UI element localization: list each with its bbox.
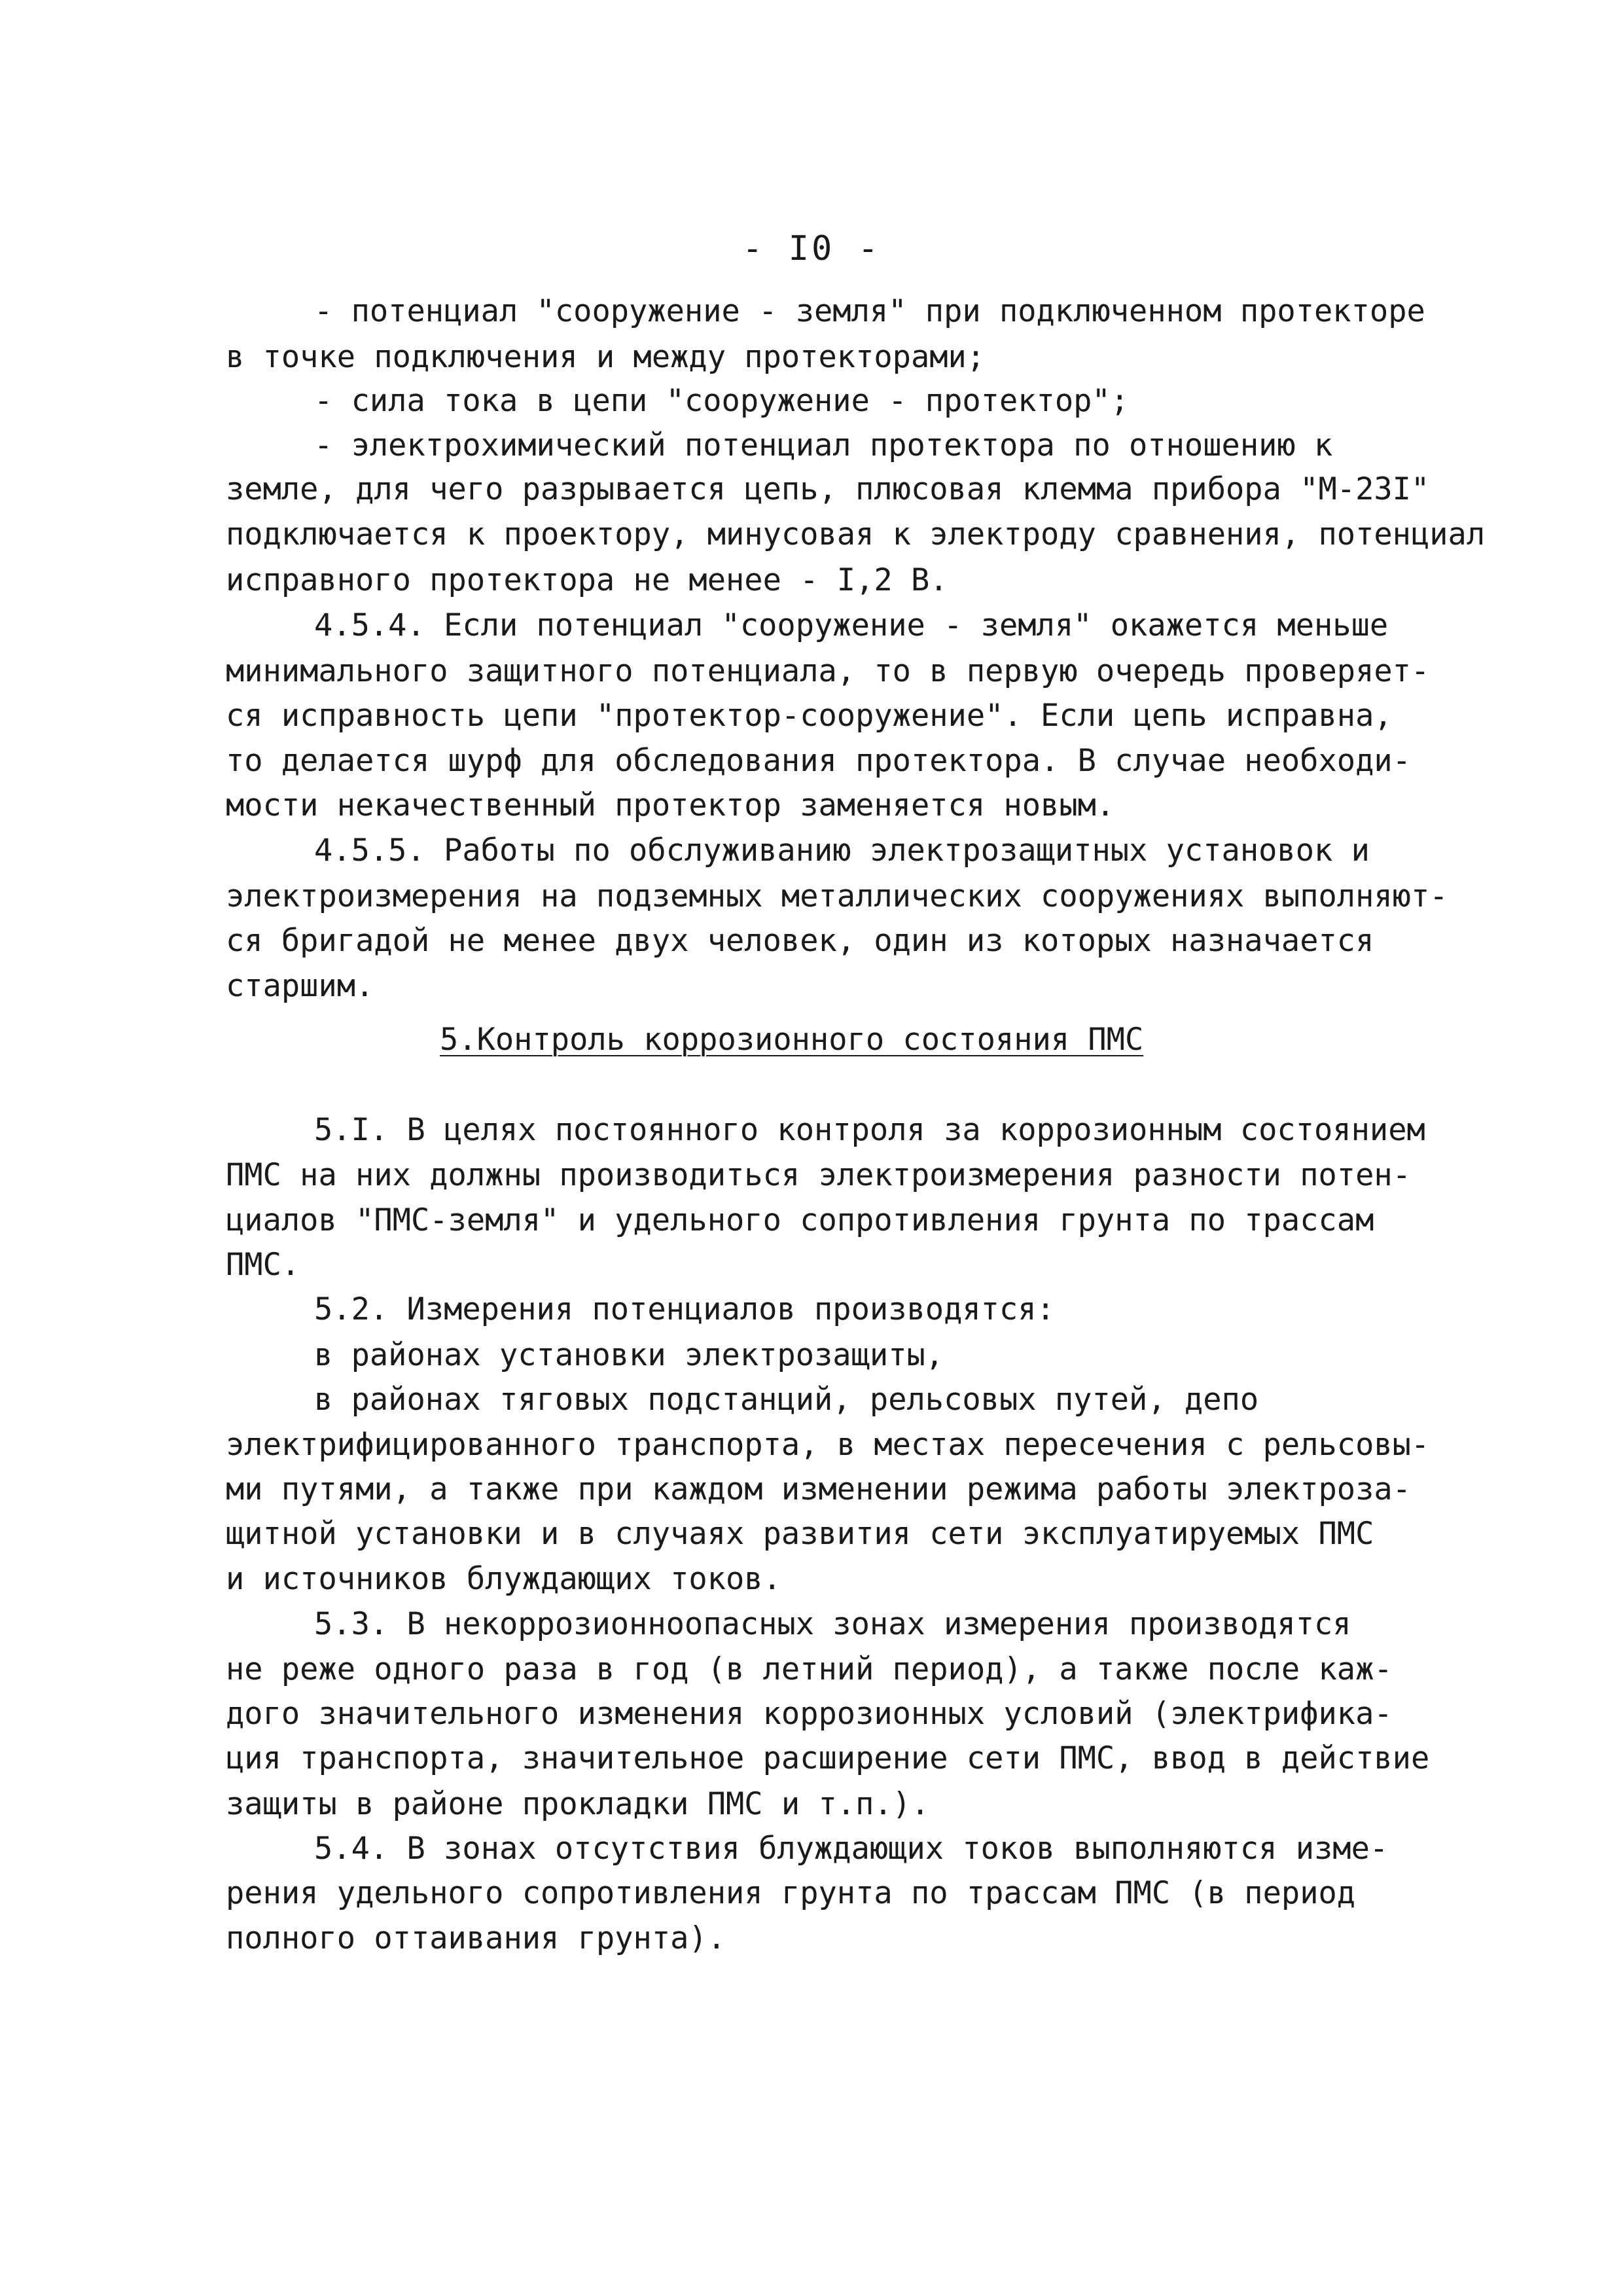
section-heading: 5.Контроль коррозионного состояния ПМС [440, 1022, 1144, 1058]
text-line: не реже одного раза в год (в летний период), а также после каж- [226, 1651, 1393, 1687]
text-line: ся бригадой не менее двух человек, один из которых назначается [226, 923, 1374, 959]
text-line: 4.5.4. Если потенциал "сооружение - земля" окажется меньше [314, 607, 1389, 643]
text-line: 5.3. В некоррозионноопасных зонах измерения производятся [314, 1606, 1351, 1642]
text-line: в точке подключения и между протекторами; [226, 339, 986, 375]
text-line: полного оттаивания грунта). [226, 1920, 726, 1956]
text-line: электрифицированного транспорта, в местах пересечения с рельсовы- [226, 1427, 1430, 1463]
text-line: защиты в районе прокладки ПМС и т.п.). [226, 1786, 930, 1822]
text-line: щитной установки и в случаях развития сети эксплуатируемых ПМС [226, 1516, 1374, 1552]
text-line: циалов "ПМС-земля" и удельного сопротивления грунта по трассам [226, 1202, 1374, 1238]
text-line: - электрохимический потенциал протектора по отношению к [314, 427, 1333, 463]
text-line: земле, для чего разрывается цепь, плюсовая клемма прибора "М-23I" [226, 471, 1430, 507]
text-line: исправного протектора не менее - I,2 В. [226, 562, 948, 598]
text-line: электроизмерения на подземных металлических сооружениях выполняют- [226, 878, 1448, 914]
text-line: и источников блуждающих токов. [226, 1561, 781, 1597]
text-line: в районах тяговых подстанций, рельсовых путей, депо [314, 1382, 1259, 1418]
text-line: - сила тока в цепи "сооружение - протектор"; [314, 383, 1130, 419]
text-line: ПМС на них должны производиться электроизмерения разности потен- [226, 1157, 1411, 1193]
text-line: 5.4. В зонах отсутствия блуждающих токов выполняются изме- [314, 1831, 1389, 1867]
page-number: - I0 - [742, 229, 881, 268]
text-line: рения удельного сопротивления грунта по трассам ПМС (в период [226, 1875, 1356, 1911]
text-line: 5.2. Измерения потенциалов производятся: [314, 1291, 1055, 1327]
text-line: ПМС. [226, 1247, 300, 1283]
text-line: в районах установки электрозащиты, [314, 1337, 944, 1373]
text-line: дого значительного изменения коррозионных условий (электрифика- [226, 1696, 1393, 1732]
text-line: мости некачественный протектор заменяется новым. [226, 787, 1115, 823]
text-line: подключается к проектору, минусовая к электроду сравнения, потенциал [226, 516, 1486, 552]
text-line: 5.I. В целях постоянного контроля за коррозионным состоянием [314, 1112, 1425, 1148]
text-line: то делается шурф для обследования протектора. В случае необходи- [226, 743, 1411, 779]
text-line: ся исправность цепи "протектор-сооружение". Если цепь исправна, [226, 698, 1393, 734]
text-line: старшим. [226, 968, 374, 1004]
text-line: 4.5.5. Работы по обслуживанию электрозащитных установок и [314, 833, 1370, 869]
text-line: ция транспорта, значительное расширение сети ПМС, ввод в действие [226, 1740, 1430, 1776]
text-line: - потенциал "сооружение - земля" при подключенном протекторе [314, 293, 1425, 329]
text-line: ми путями, а также при каждом изменении режима работы электроза- [226, 1471, 1411, 1507]
text-line: минимального защитного потенциала, то в первую очередь проверяет- [226, 653, 1430, 689]
